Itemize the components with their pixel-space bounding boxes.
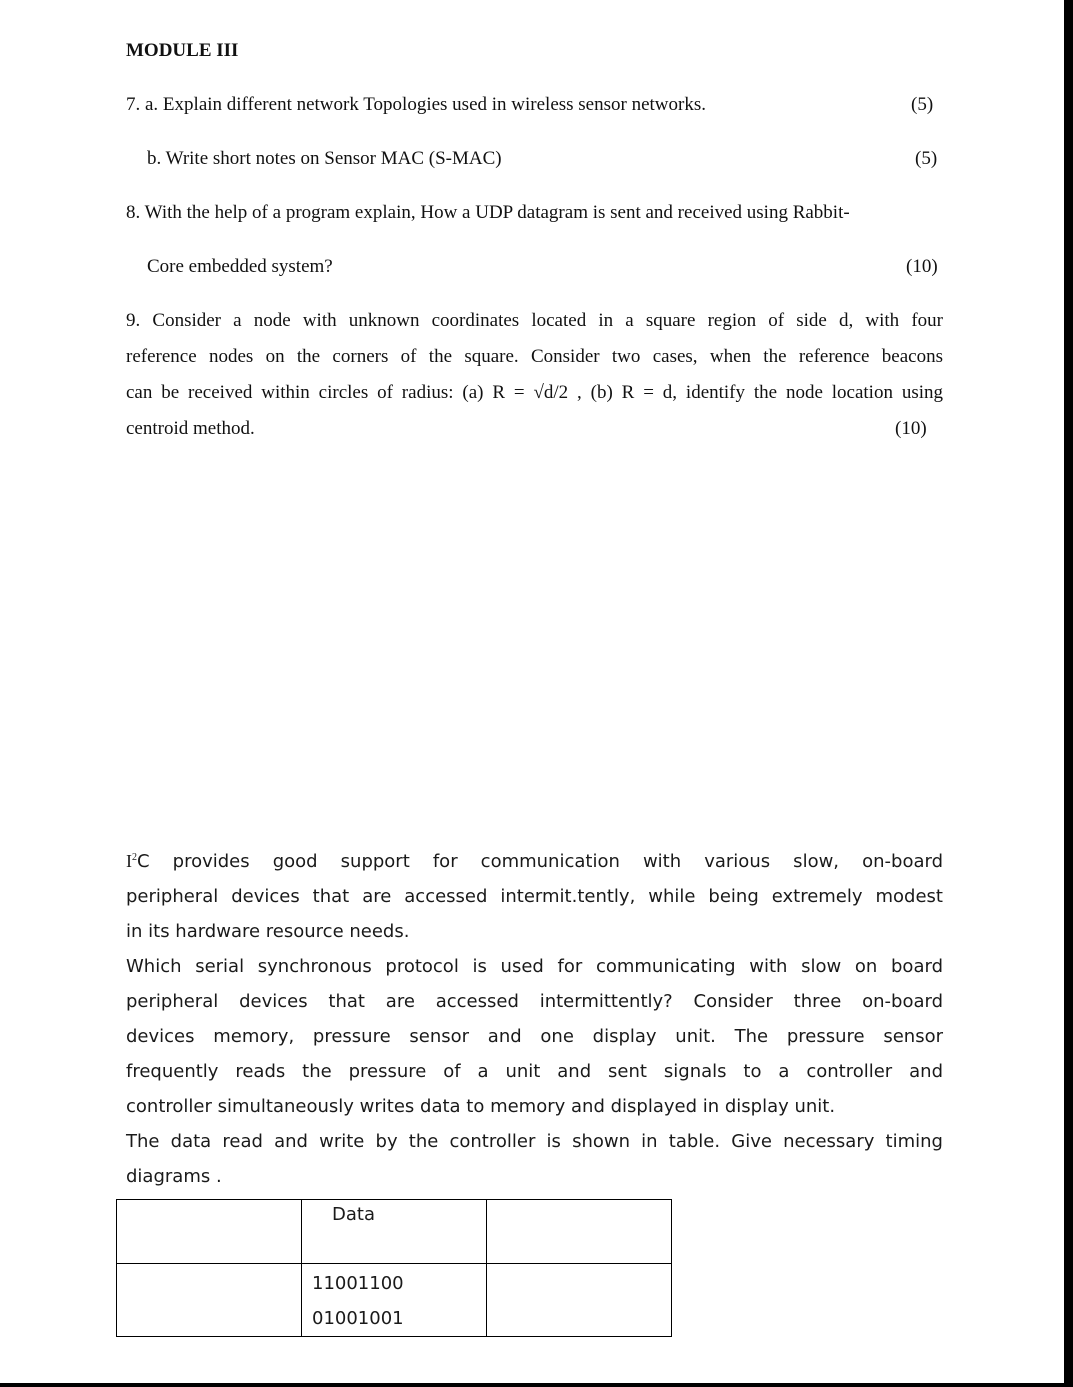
- data-table: [116, 1199, 672, 1337]
- table-cell: [117, 1200, 302, 1264]
- i2c-question-line4: frequently reads the pressure of a unit and sent signals to a controller and: [126, 1061, 943, 1082]
- question-9-line4: centroid method.: [126, 418, 255, 439]
- question-9-line3: can be received within circles of radius: (a) R = √d/2 , (b) R = d, identify the node location using: [126, 382, 943, 403]
- table-row: [117, 1264, 672, 1337]
- i2c-intro-line3: in its hardware resource needs.: [126, 921, 410, 942]
- table-header-data: Data: [302, 1200, 487, 1264]
- question-8-line2: Core embedded system?: [147, 256, 333, 277]
- module-heading: MODULE III: [126, 40, 239, 61]
- question-8-marks: (10): [906, 256, 938, 277]
- data-value: 01001001: [312, 1308, 404, 1329]
- question-7b-marks: (5): [915, 148, 938, 169]
- page-border-right: [1064, 0, 1073, 1387]
- question-9-line2: reference nodes on the corners of the square. Consider two cases, when the reference beacons: [126, 346, 943, 367]
- i2c-question-line2: peripheral devices that are accessed intermittently? Consider three on-board: [126, 991, 943, 1012]
- data-value: 11001100: [312, 1273, 404, 1294]
- i2c-question-line7: diagrams .: [126, 1166, 222, 1187]
- question-7b: b. Write short notes on Sensor MAC (S-MAC): [147, 148, 502, 169]
- i2c-question-line5: controller simultaneously writes data to memory and displayed in display unit.: [126, 1096, 836, 1117]
- i2c-intro-line2: peripheral devices that are accessed intermit.tently, while being extremely modest: [126, 886, 943, 907]
- i2c-question-line6: The data read and write by the controller is shown in table. Give necessary timing: [126, 1131, 943, 1152]
- i2c-intro-line1: $I^2$ C provides good support for communication with various slow, on-board: [126, 851, 943, 872]
- question-8-line1: 8. With the help of a program explain, How a UDP datagram is sent and received using Rabbit-: [126, 202, 850, 223]
- table-header-row: [117, 1200, 672, 1264]
- table-cell: [487, 1264, 672, 1337]
- question-7a: 7. a. Explain different network Topologies used in wireless sensor networks.: [126, 94, 706, 115]
- question-7a-marks: (5): [911, 94, 934, 115]
- question-9-line1: 9. Consider a node with unknown coordinates located in a square region of side d, with four: [126, 310, 943, 331]
- i2c-question-line1: Which serial synchronous protocol is used for communicating with slow on board: [126, 956, 943, 977]
- table-cell: [487, 1200, 672, 1264]
- i2c-question-line3: devices memory, pressure sensor and one display unit. The pressure sensor: [126, 1026, 943, 1047]
- table-cell-data-values: [302, 1264, 487, 1337]
- i2c-prefix: $I^2$: [126, 851, 137, 871]
- page-border-bottom: [0, 1383, 1073, 1387]
- question-9-marks: (10): [895, 418, 927, 439]
- table-cell: [117, 1264, 302, 1337]
